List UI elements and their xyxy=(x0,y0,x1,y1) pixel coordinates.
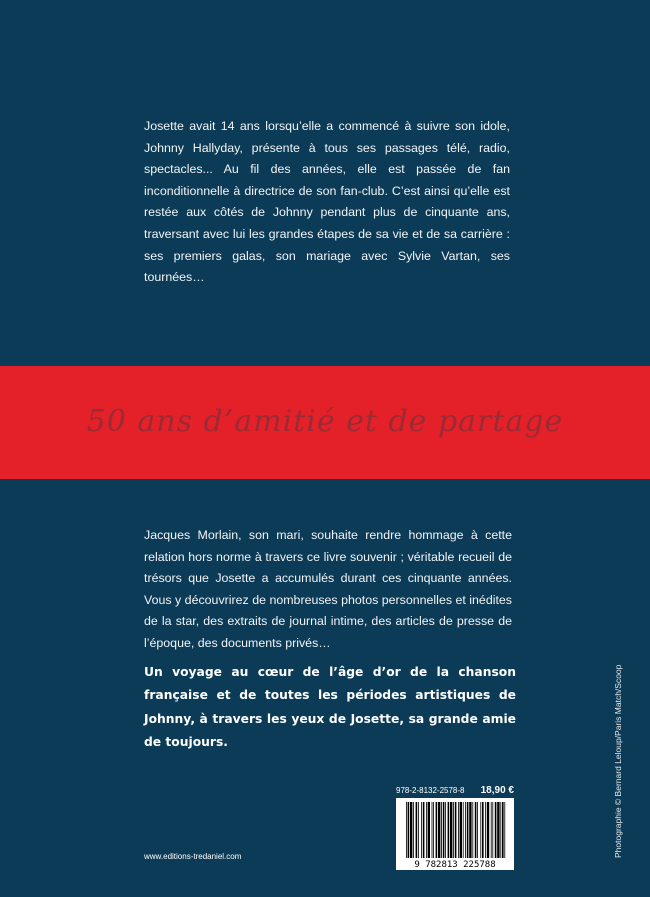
barcode-bar xyxy=(426,802,427,858)
barcode-bar xyxy=(467,802,469,858)
barcode-bar xyxy=(458,802,459,858)
barcode-bar xyxy=(480,802,481,858)
barcode-bar xyxy=(477,802,478,858)
barcode-bar xyxy=(436,802,438,858)
barcode-bar xyxy=(441,802,442,858)
barcode-bar xyxy=(495,802,497,858)
barcode-bar xyxy=(491,802,492,858)
highlight-paragraph: Un voyage au cœur de l’âge d’or de la chanson française et de toutes les périodes artistiques de Johnny, à travers les yeux de Josette, sa grande amie de toujours. xyxy=(144,665,516,750)
photo-credit: Photographie © Bernard Leloup/Paris Match/Scoop xyxy=(613,664,623,858)
barcode-bar xyxy=(408,802,410,858)
barcode-bar xyxy=(416,802,418,858)
barcode-bar xyxy=(472,802,473,858)
barcode-bar xyxy=(460,802,462,858)
barcode xyxy=(396,798,514,870)
barcode-bar xyxy=(487,802,489,858)
barcode-bar xyxy=(443,802,445,858)
barcode-bar xyxy=(448,802,450,858)
barcode-bar xyxy=(421,802,422,858)
barcode-bar xyxy=(453,802,454,858)
barcode-block xyxy=(396,782,514,872)
barcode-bar xyxy=(475,802,477,858)
tagline: 50 ans d’amitié et de partage xyxy=(86,404,564,439)
barcode-bar xyxy=(465,802,466,858)
barcode-bar xyxy=(497,802,499,858)
isbn: 978-2-8132-2578-8 xyxy=(396,785,465,795)
barcode-digits: 9 782813 225788 xyxy=(414,860,496,870)
barcode-bar xyxy=(500,802,501,858)
barcode-bar xyxy=(504,802,505,858)
barcode-bar xyxy=(428,802,430,858)
barcode-bar xyxy=(432,802,433,858)
barcode-bar xyxy=(423,802,425,858)
intro-paragraph: Josette avait 14 ans lorsqu’elle a commencé à suivre son idole, Johnny Hallyday, présente à tous ses passages télé, radio, spectacles... Au fil des années, elle est passée de fan inconditionnelle à directrice de son fan-club. C’est ainsi qu’elle est restée aux côtés de Johnny pendant plus de cinquante ans, traversant avec lui les grandes étapes de sa vie et de sa carrière : ses premiers galas, son mariage avec Sylvie Vartan, ses tournées… xyxy=(144,119,510,285)
barcode-graphic xyxy=(396,798,514,870)
barcode-bar xyxy=(418,802,419,858)
barcode-bar xyxy=(406,802,407,858)
price: 18,90 € xyxy=(480,784,514,796)
isbn-price-line xyxy=(396,782,514,798)
tagline-band xyxy=(0,366,650,479)
barcode-bar xyxy=(445,802,446,858)
barcode-bar xyxy=(469,802,471,858)
barcode-bar xyxy=(433,802,434,858)
barcode-bar xyxy=(438,802,440,858)
barcode-bar xyxy=(450,802,452,858)
barcode-bar xyxy=(463,802,464,858)
barcode-bar xyxy=(492,802,493,858)
barcode-bar xyxy=(455,802,457,858)
barcode-bar xyxy=(413,802,414,858)
barcode-bar xyxy=(482,802,484,858)
barcode-bar xyxy=(502,802,504,858)
description-paragraph: Jacques Morlain, son mari, souhaite rendre hommage à cette relation hors norme à travers ce livre souvenir ; véritable recueil de trésors que Josette a accumulés durant ces cinquante années. Vous y découvrirez de nombreuses photos personnelles et inédites de la star, des extraits de journal intime, des articles de presse de l’époque, des documents privés… xyxy=(144,528,512,650)
publisher-website: www.editions-tredaniel.com xyxy=(144,852,242,861)
barcode-bar xyxy=(410,802,412,858)
barcode-bar xyxy=(485,802,486,858)
